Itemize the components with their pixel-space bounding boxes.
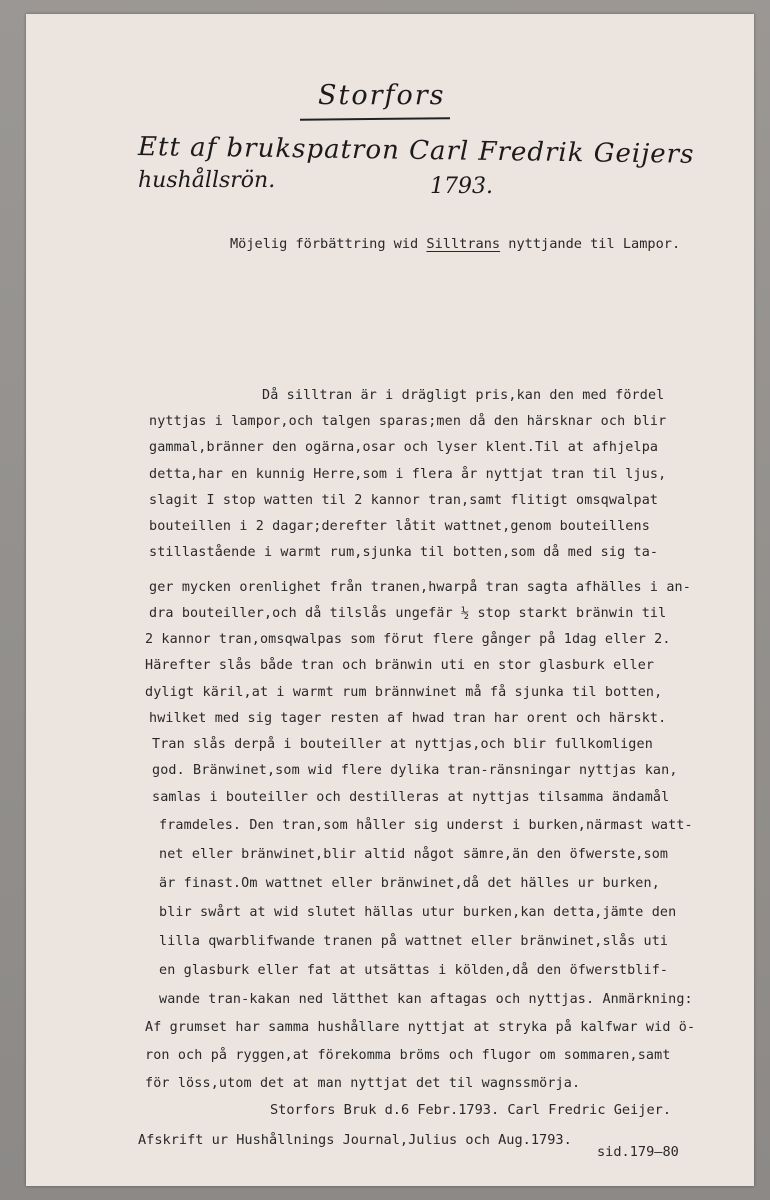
paper-watermark (716, 54, 756, 434)
subtitle-line-2: hushållsrön. (138, 168, 276, 193)
body-line-2: nyttjas i lampor,och talgen sparas;men då den härsknar och blir (149, 414, 667, 429)
body-line-15: god. Bränwinet,som wid flere dylika tran-ränsningar nyttjas kan, (152, 763, 678, 778)
body-line-22: en glasburk eller fat at utsättas i kölden,då den öfwerstblif- (159, 963, 669, 978)
body-line-23: wande tran-kakan ned lätthet kan aftagas och nyttjas. Anmärkning: (159, 992, 693, 1007)
body-line-9: dra bouteiller,och då tilslås ungefär ½ stop starkt bränwin til (149, 606, 667, 621)
body-line-3: gammal,bränner den ogärna,osar och lyser klent.Til at afhjelpa (149, 440, 659, 455)
body-line-17: framdeles. Den tran,som håller sig underst i burken,närmast watt- (159, 818, 693, 833)
heading-prefix: Möjelig förbättring wid (230, 236, 427, 252)
body-line-10: 2 kannor tran,omsqwalpas som förut flere gånger på 1dag eller 2. (145, 632, 671, 647)
heading-suffix: nyttjande til Lampor. (500, 236, 681, 252)
body-line-16: samlas i bouteiller och destilleras at nyttjas tilsamma ändamål (152, 790, 670, 805)
body-line-8: ger mycken orenlighet från tranen,hwarpå tran sagta afhälles i an- (149, 580, 691, 595)
subtitle-line-1: Ett af brukspatron Carl Fredrik Geijers (137, 132, 695, 170)
body-line-11: Härefter slås både tran och bränwin uti en stor glasburk eller (145, 658, 655, 673)
document-year: 1793. (430, 174, 493, 199)
heading-underlined-word: Silltrans (426, 236, 501, 252)
body-line-12: dyligt käril,at i warmt rum brännwinet må få sjunka til botten, (145, 685, 663, 700)
body-line-5: slagit I stop watten til 2 kannor tran,samt flitigt omsqwalpat (149, 493, 659, 508)
section-heading (230, 236, 680, 252)
body-line-6: bouteillen i 2 dagar;derefter låtit wattnet,genom bouteillens (149, 519, 650, 534)
body-line-21: lilla qwarblifwande tranen på wattnet eller bränwinet,slås uti (159, 934, 669, 949)
body-line-13: hwilket med sig tager resten af hwad tran har orent och härskt. (149, 711, 667, 726)
body-line-20: blir swårt at wid slutet hällas utur burken,kan detta,jämte den (159, 905, 677, 920)
source-line: Afskrift ur Hushållnings Journal,Julius och Aug.1793. (138, 1132, 572, 1148)
document-title: Storfors (318, 80, 446, 111)
body-line-7: stillastående i warmt rum,sjunka til botten,som då med sig ta- (149, 545, 659, 560)
body-line-24: Af grumset har samma hushållare nyttjat at stryka på kalfwar wid ö- (145, 1020, 696, 1035)
body-line-26: för löss,utom det at man nyttjat det til wagnssmörja. (145, 1076, 581, 1091)
body-line-14: Tran slås derpå i bouteiller at nyttjas,och blir fullkomligen (152, 737, 653, 752)
body-line-4: detta,har en kunnig Herre,som i flera år nyttjat tran til ljus, (149, 467, 667, 482)
body-line-18: net eller bränwinet,blir altid något sämre,än den öfwerste,som (159, 847, 669, 862)
body-line-25: ron och på ryggen,at förekomma bröms och flugor om sommaren,samt (145, 1048, 671, 1063)
page-reference: sid.179—80 (597, 1144, 679, 1160)
document-page (26, 14, 754, 1186)
body-line-1: Då silltran är i drägligt pris,kan den med fördel (262, 388, 665, 403)
signature-line: Storfors Bruk d.6 Febr.1793. Carl Fredric Geijer. (270, 1102, 672, 1118)
body-line-19: är finast.Om wattnet eller bränwinet,då det hälles ur burken, (159, 876, 660, 891)
